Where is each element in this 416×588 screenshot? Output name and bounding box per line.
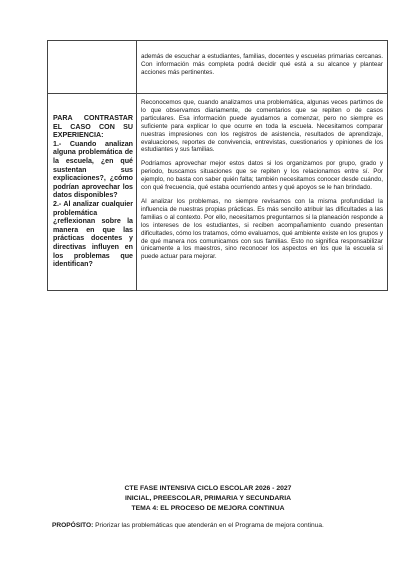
table-cell-questions	[48, 94, 137, 291]
table-cell-reflection	[137, 94, 388, 291]
purpose-text: Priorizar las problemáticas que atenderán en el Programa de mejora continua.	[93, 522, 324, 529]
question-line: 2.- Al analizar cualquier problemática ¿reflexionan sobre la manera en que las prácticas docentes y directivas influyen en los problemas que identifican?	[53, 199, 133, 269]
purpose-statement	[52, 522, 382, 530]
reflection-paragraph: Reconocemos que, cuando analizamos una problemática, algunas veces partimos de lo que observamos diariamente, de comentarios que se repiten o de casos particulares. Esa información puede ayudarnos a comenzar, pero no siempre es suficiente para explicar lo que ocurre en toda la escuela. Necesitamos comparar nuestras impresiones con los registros de asistencia, resultados de aprendizaje, evaluaciones, reportes de convivencia, entrevistas, cuestionarios y opiniones de los estudiantes y sus familias.	[141, 99, 383, 154]
cell-paragraph: además de escuchar a estudiantes, familias, docentes y escuelas primarias cercanas. Con información más completa podrá decidir qué está a su alcance y plantear acciones más pertinentes.	[141, 53, 383, 76]
footer-topic: TEMA 4: EL PROCESO DE MEJORA CONTINUA	[131, 505, 285, 512]
question-line: PARA CONTRASTAR EL CASO CON SU EXPERIENCIA:	[53, 114, 133, 140]
reflection-paragraph: Podríamos aprovechar mejor estos datos si los organizamos por grupo, grado y periodo, buscamos situaciones que se repiten y los relacionamos entre sí. Por ejemplo, no basta con saber quién falta; también necesitamos conocer desde cuándo, con qué frecuencia, qué estaba ocurriendo antes y qué apoyos se le han brindado.	[141, 160, 383, 192]
table-row	[48, 41, 388, 94]
purpose-label: PROPÓSITO:	[52, 522, 94, 529]
footer-subtitle: INICIAL, PREESCOLAR, PRIMARIA Y SECUNDARIA	[124, 495, 292, 502]
reflection-questions	[48, 94, 136, 269]
table-cell	[137, 41, 388, 94]
question-line: 1.- Cuando analizan alguna problemática de la escuela, ¿en qué sustentan sus explicaciones?, ¿cómo podrían aprovechar los datos disponibles?	[53, 139, 133, 200]
footer-title: CTE FASE INTENSIVA CICLO ESCOLAR 2026 - 2027	[124, 485, 292, 492]
reflection-paragraph: Al analizar los problemas, no siempre revisamos con la misma profundidad la influencia de nuestras propias prácticas. Es más sencillo atribuir las dificultades a las familias o al contexto. Por ello, necesitamos preguntarnos si la planeación responde a los intereses de los estudiantes, si reciben acompañamiento cuando presentan dificultades, cómo los tratamos, cómo evaluamos, qué ambiente existe en los grupos y de qué manera nos comunicamos con sus familias. Esto no significa responsabilizar únicamente a los maestros, sino reconocer los aspectos en los que la escuela sí puede actuar para mejorar.	[141, 197, 383, 261]
content-table	[47, 40, 388, 291]
table-cell-empty	[48, 41, 137, 94]
table-row	[48, 94, 388, 291]
